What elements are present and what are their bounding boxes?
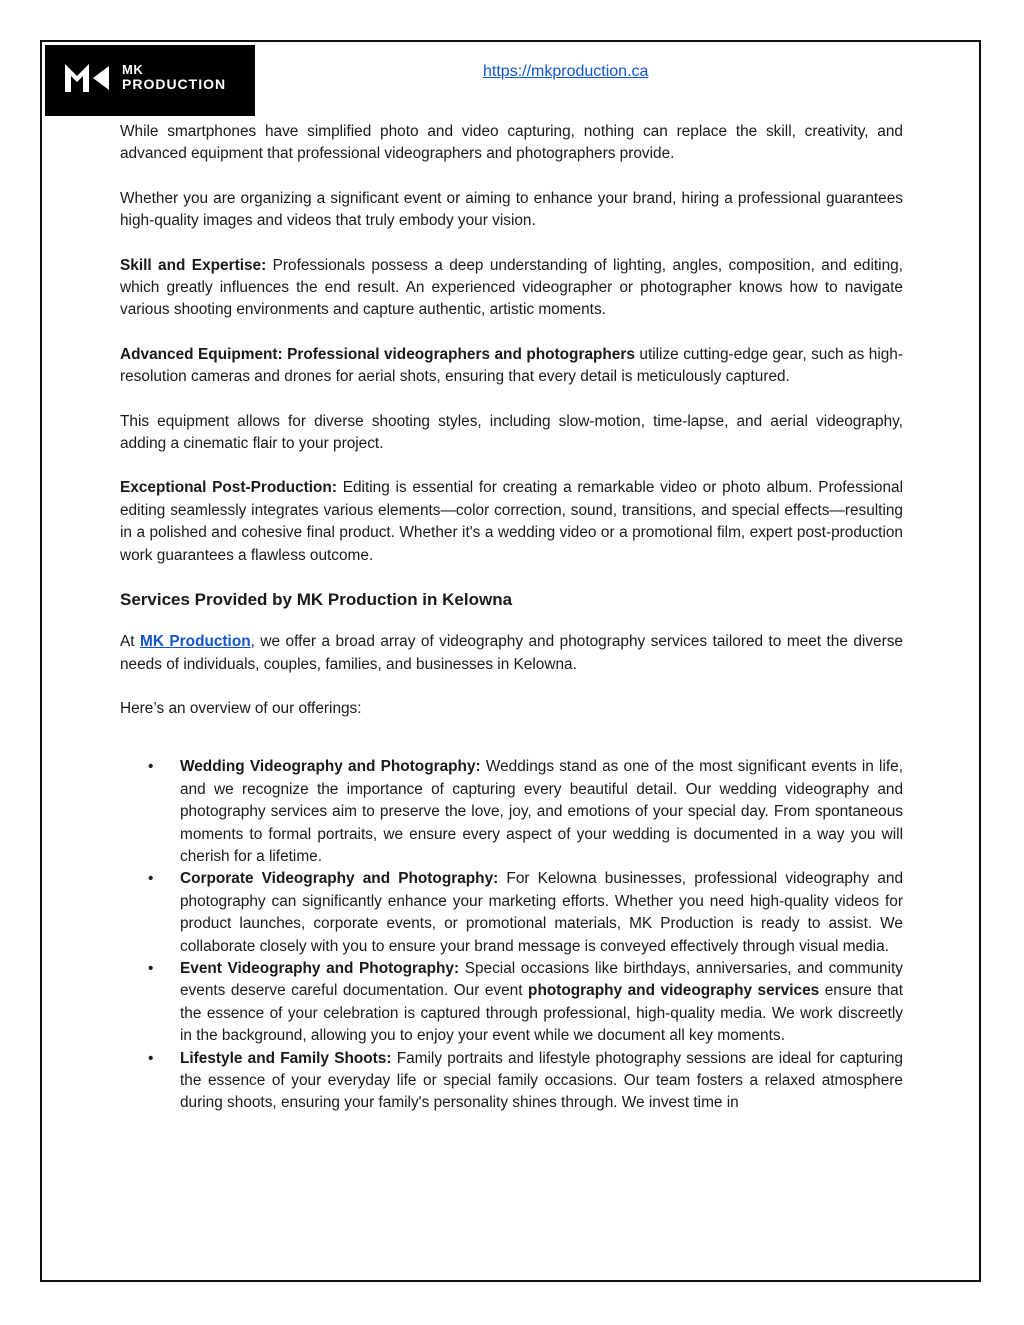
bullet-icon: • bbox=[148, 959, 154, 977]
event-text-2: ensure that the essence of your celebration is captured through professional, high-quality media. We work discreetly in the background, allowing you to enjoy your event while we document all key moments. bbox=[180, 982, 903, 1045]
logo-line2: PRODUCTION bbox=[122, 76, 227, 92]
list-item-lifestyle bbox=[120, 1048, 903, 1115]
equipment-paragraph-2: This equipment allows for diverse shooting styles, including slow-motion, time-lapse, and aerial videography, adding a cinematic flair to your project. bbox=[120, 412, 903, 453]
post-production-label: Exceptional Post-Production: bbox=[120, 479, 337, 497]
intro-paragraph-2: Whether you are organizing a significant event or aiming to enhance your brand, hiring a professional guarantees high-quality images and videos that truly embody your vision. bbox=[120, 189, 903, 230]
overview-paragraph: Here’s an overview of our offerings: bbox=[120, 699, 362, 717]
wedding-text: Weddings stand as one of the most significant events in life, and we recognize the importance of capturing every beautiful detail. Our wedding videography and photography services aim to preserve the love, joy, and emotions of your special day. From spontaneous moments to formal portraits, we ensure every aspect of your wedding is documented in a way you will cherish for a lifetime. bbox=[180, 758, 903, 865]
skill-paragraph bbox=[120, 255, 903, 322]
bullet-icon: • bbox=[148, 758, 154, 776]
list-item-corporate bbox=[120, 868, 903, 958]
wedding-label: Wedding Videography and Photography: bbox=[180, 758, 481, 776]
post-production-paragraph bbox=[120, 477, 903, 567]
list-item-event bbox=[120, 958, 903, 1048]
list-item-wedding bbox=[120, 756, 903, 868]
intro-paragraph-1: While smartphones have simplified photo and video capturing, nothing can replace the skill, creativity, and advanced equipment that professional videographers and photographers provide. bbox=[120, 123, 903, 163]
offerings-list bbox=[120, 756, 903, 1115]
services-at: At bbox=[120, 633, 141, 651]
equipment-paragraph bbox=[120, 344, 903, 389]
services-intro-paragraph bbox=[120, 631, 903, 676]
bullet-icon: • bbox=[148, 1049, 154, 1067]
equipment-text: utilize cutting-edge gear, such as high-resolution cameras and drones for aerial shots, ensuring that every detail is meticulously captured. bbox=[120, 345, 903, 386]
equipment-label: Advanced Equipment: Professional videographers and photographers bbox=[120, 345, 635, 363]
lifestyle-label: Lifestyle and Family Shoots: bbox=[180, 1049, 392, 1067]
event-bold-text: photography and videography services bbox=[528, 982, 820, 1000]
bullet-icon: • bbox=[148, 870, 154, 888]
event-label: Event Videography and Photography: bbox=[180, 959, 460, 977]
mk-production-logo[interactable] bbox=[45, 45, 255, 116]
skill-label: Skill and Expertise: bbox=[120, 256, 267, 274]
lifestyle-text: Family portraits and lifestyle photography sessions are ideal for capturing the essence of your everyday life or special family occasions. Our team fosters a relaxed atmosphere during shoots, ensuring your family's personality shines through. We invest time in bbox=[180, 1049, 903, 1112]
services-intro-text: , we offer a broad array of videography and photography services tailored to meet the diverse needs of individuals, couples, families, and businesses in Kelowna. bbox=[120, 633, 903, 673]
corporate-text: For Kelowna businesses, professional videography and photography can significantly enhance your marketing efforts. Whether you need high-quality videos for product launches, corporate events, or promotional materials, MK Production is ready to assist. We collaborate closely with you to ensure your brand message is conveyed effectively through visual media. bbox=[180, 870, 903, 955]
post-production-text: Editing is essential for creating a remarkable video or photo album. Professional editing seamlessly integrates various elements—color correction, sound, transitions, and special effects—resulting in a polished and cohesive final product. Whether it's a wedding video or a promotional film, expert post-production work guarantees a flawless outcome. bbox=[120, 479, 904, 564]
document-body bbox=[120, 121, 903, 1115]
mk-production-link[interactable]: MK Production bbox=[140, 633, 251, 651]
skill-text: Professionals possess a deep understanding of lighting, angles, composition, and editing, which greatly influences the end result. An experienced videographer or photographer knows how to navigate various shooting environments and capture authentic, artistic moments. bbox=[120, 256, 903, 319]
mk-logo-mark-icon bbox=[65, 64, 115, 92]
website-link[interactable]: https://mkproduction.ca bbox=[483, 63, 649, 80]
services-heading: Services Provided by MK Production in Kelowna bbox=[120, 590, 513, 610]
logo-text bbox=[122, 63, 226, 91]
corporate-label: Corporate Videography and Photography: bbox=[180, 870, 499, 888]
event-text-1: Special occasions like birthdays, anniversaries, and community events deserve careful documentation. Our event bbox=[180, 959, 903, 1000]
logo-line1: MK bbox=[122, 62, 144, 77]
